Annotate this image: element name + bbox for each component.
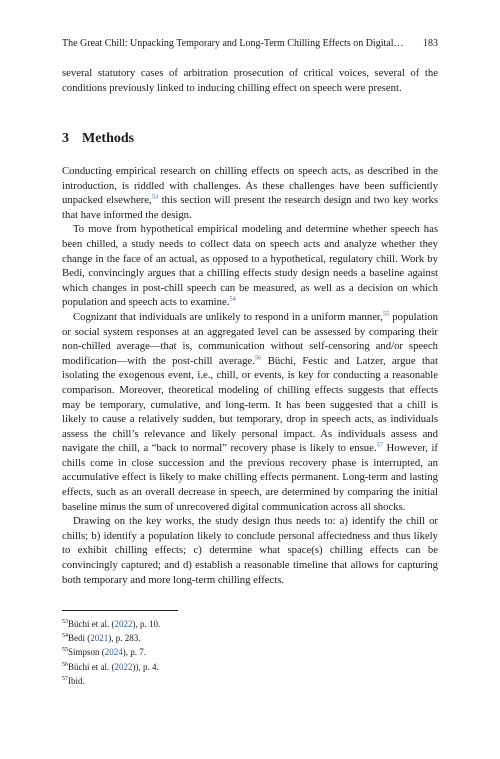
footnote-number: 56: [62, 661, 68, 668]
footnote: [62, 660, 438, 674]
footnote-text: Büchi et al. (: [68, 619, 115, 629]
text-run: Drawing on the key works, the study design thus needs to: a) identify the chill or chills; b) identify a population likely to conclude personal affectedness and thus likely to exhibit chilling effects; c) determine what space(s) chilling effects can be convincingly captured; and d) establish a reasonable timeline that allows for capturing both temporary and more long-term chilling effects.: [62, 515, 438, 586]
section-title: Methods: [82, 131, 135, 146]
footnote-text: Büchi et al. (: [68, 661, 115, 672]
citation-link[interactable]: 2024: [104, 647, 123, 658]
footnotes: [62, 617, 438, 688]
text-run: To move from hypothetical empirical modeling and determine whether speech has been chilled, a study needs to collect data on speech acts and analyze whether they change in the face of an actual, as opposed to a hypothetical, regulatory chill. Work by Bedi, convincingly argues that a chilling effects study design needs a baseline against which changes in post-chill speech can be measured, as well as a decision on which population and speech acts to examine.: [62, 223, 438, 309]
paragraph: [62, 164, 438, 222]
paragraph: [62, 310, 438, 514]
footnote: [62, 674, 438, 688]
page-number: 183: [423, 38, 438, 49]
text-run: this section will present the research design and two key works that have informed the design.: [62, 194, 438, 221]
footnote-ref[interactable]: 54: [229, 295, 236, 303]
footnote-ref[interactable]: 57: [376, 441, 384, 449]
citation-link[interactable]: 2022: [114, 661, 133, 672]
paragraph: several statutory cases of arbitration prosecution of critical voices, several of the conditions previously linked to inducing chilling effect on speech were present.: [62, 67, 438, 94]
citation-link[interactable]: 2021: [90, 633, 109, 644]
footnote-text: ), p. 7.: [122, 647, 147, 658]
footnote-ref[interactable]: 53: [151, 193, 159, 201]
footnote-number: 53: [62, 619, 68, 625]
paragraph: [62, 514, 438, 587]
footnote-number: 57: [62, 675, 68, 682]
intro-text: [62, 66, 438, 95]
footnote-number: 54: [62, 633, 68, 640]
footnote-number: 55: [62, 647, 68, 654]
footnote-text: Simpson (: [68, 647, 105, 658]
section-heading: [62, 131, 134, 147]
text-run: However, if chills come in close succession and the previous recovery phase is interrupted, an accumulative effect is likely to make chilling effects permanent. Long-term and lasting effects, such as an overall decrease in speech, are determined by comparing the initial baseline minus the sum of unrecovered digital communication across all shocks.: [62, 442, 438, 513]
paragraph: [62, 222, 438, 310]
footnote: [62, 645, 438, 659]
footnote-ref[interactable]: 55: [382, 310, 390, 318]
footnote-text: ), p. 10.: [132, 619, 161, 629]
running-title: The Great Chill: Unpacking Temporary and Long-Term Chilling Effects on Digital…: [62, 38, 404, 49]
text-run: Büchi, Festic and Latzer, argue that isolating the exogenous event, i.e., chill, or events, is key for conducting a reasonable comparison. Moreover, theoretical modeling of chilling effects suggests that effects may be temporary, cumulative, and long-term. It has been suggested that a chill is likely to cause a relatively sudden, but temporary, drop in speech acts, as individuals assess the chill’s relevance and likely personal impact. As individuals assess and navigate the chill, a “back to normal” recovery phase is likely to ensue.: [62, 354, 438, 455]
footnote: [62, 617, 438, 631]
footnote-ref[interactable]: 56: [254, 354, 262, 362]
footnote: [62, 631, 438, 645]
citation-link[interactable]: 2022: [114, 619, 133, 629]
footnote-text: Ibid.: [68, 675, 85, 686]
footnote-text: )), p. 4.: [132, 661, 159, 672]
footnote-text: ), p. 283.: [108, 633, 141, 644]
text-run: Cognizant that individuals are unlikely to respond in a uniform manner,: [73, 310, 383, 323]
section-body: [62, 164, 438, 587]
text-run: Conducting empirical research on chilling effects on speech acts, as described in the introduction, is riddled with challenges. As these challenges have been sufficiently unpacked elsewhere,: [62, 165, 438, 207]
footnote-text: Bedi (: [68, 633, 91, 644]
section-number: 3: [62, 131, 69, 146]
text-run: population or social system responses at an aggregated level can be assessed by comparing their non-chilled average—that is, communication without self-censoring and/or speech modification—with the post-chill average.: [62, 310, 438, 367]
footnote-divider: [62, 610, 178, 611]
